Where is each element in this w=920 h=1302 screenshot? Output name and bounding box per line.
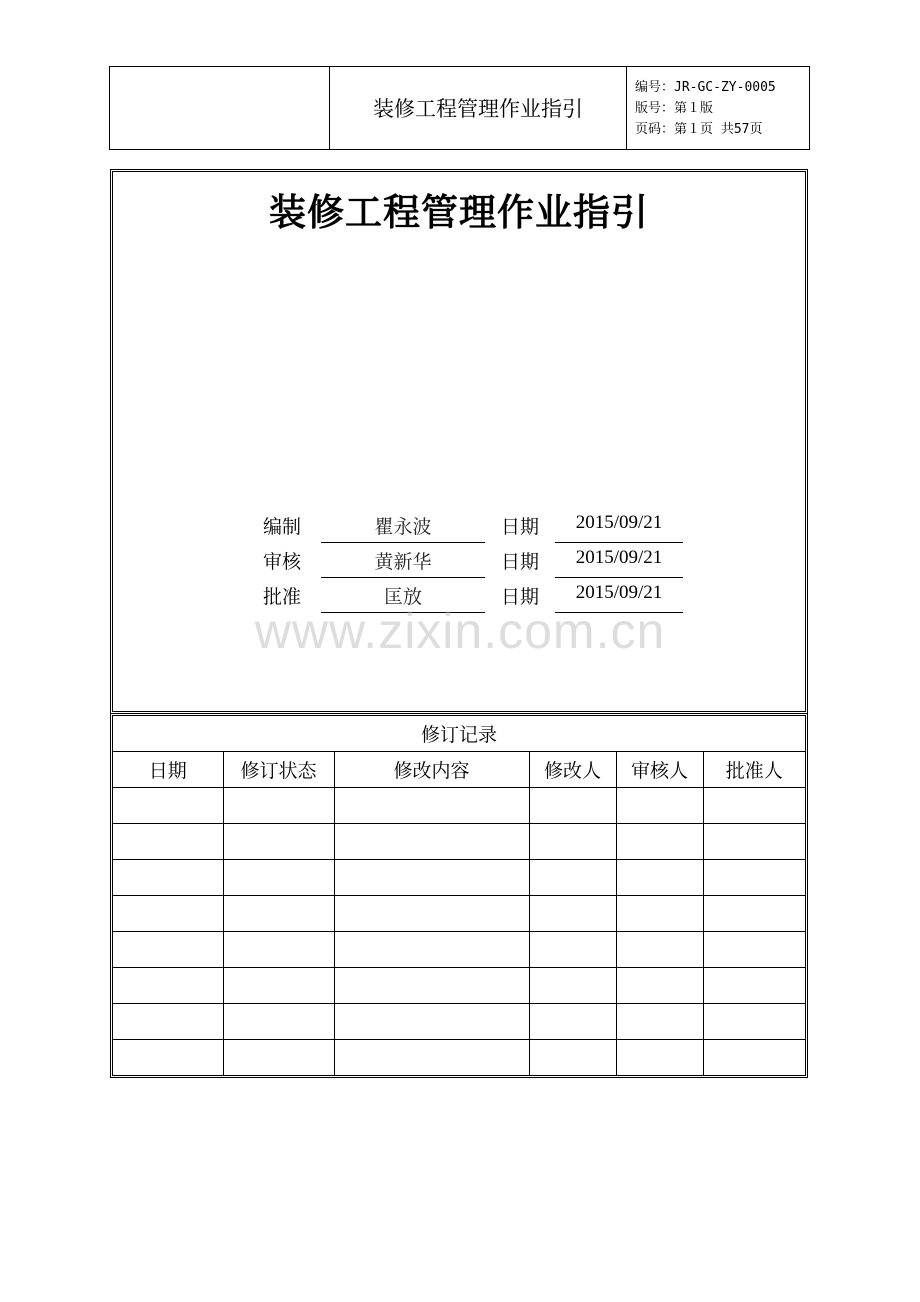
table-cell: [334, 824, 529, 860]
table-cell: [529, 896, 616, 932]
table-cell: [334, 860, 529, 896]
signature-date: 2015/09/21: [555, 512, 683, 543]
signature-row-author: [263, 508, 683, 544]
signature-date: 2015/09/21: [555, 582, 683, 613]
table-cell: [703, 824, 805, 860]
cover-title: 装修工程管理作业指引: [269, 191, 649, 234]
table-cell: [616, 968, 703, 1004]
table-cell: [616, 788, 703, 824]
table-cell: [334, 896, 529, 932]
table-row: [113, 968, 805, 1004]
table-cell: [703, 1004, 805, 1040]
table-cell: [703, 788, 805, 824]
signature-role: 批准: [263, 586, 302, 608]
signature-date-label: 日期: [501, 586, 540, 608]
table-cell: [113, 788, 223, 824]
table-cell: [703, 932, 805, 968]
document-version: 版号：第１版: [635, 101, 714, 116]
table-cell: [529, 1004, 616, 1040]
signature-name: 黄新华: [321, 547, 485, 578]
document-header: [109, 66, 810, 150]
table-cell: [113, 896, 223, 932]
watermark: www.zixin.com.cn: [254, 603, 666, 659]
table-cell: [616, 896, 703, 932]
table-row: [113, 824, 805, 860]
table-cell: [334, 1004, 529, 1040]
table-cell: [529, 860, 616, 896]
table-cell: [334, 788, 529, 824]
column-header-content: 修改内容: [334, 752, 529, 788]
table-cell: [529, 968, 616, 1004]
table-cell: [616, 932, 703, 968]
table-cell: [223, 788, 334, 824]
header-logo-cell: [110, 67, 330, 149]
header-meta: [627, 67, 809, 149]
table-cell: [113, 860, 223, 896]
table-cell: [616, 1040, 703, 1076]
table-cell: [113, 932, 223, 968]
table-cell: [223, 896, 334, 932]
header-title: 装修工程管理作业指引: [330, 67, 627, 149]
table-cell: [529, 1040, 616, 1076]
table-cell: [703, 1040, 805, 1076]
table-cell: [223, 1040, 334, 1076]
revision-title-row: [113, 716, 805, 752]
table-row: [113, 860, 805, 896]
table-cell: [113, 1004, 223, 1040]
page-number: 页码：第１页 共57页: [635, 122, 763, 137]
signature-role: 审核: [263, 551, 302, 573]
table-cell: [223, 860, 334, 896]
table-cell: [223, 824, 334, 860]
table-cell: [616, 824, 703, 860]
signature-name: 匡放: [321, 582, 485, 613]
table-cell: [223, 1004, 334, 1040]
table-cell: [703, 968, 805, 1004]
table-cell: [334, 1040, 529, 1076]
table-cell: [113, 1040, 223, 1076]
signature-date-label: 日期: [501, 516, 540, 538]
table-cell: [113, 824, 223, 860]
column-header-approver: 批准人: [703, 752, 805, 788]
signature-role: 编制: [263, 516, 302, 538]
document-code: 编号：JR-GC-ZY-0005: [635, 80, 776, 95]
table-cell: [334, 932, 529, 968]
column-header-modifier: 修改人: [529, 752, 616, 788]
column-header-status: 修订状态: [223, 752, 334, 788]
signature-row-reviewer: [263, 543, 683, 579]
table-cell: [334, 968, 529, 1004]
revision-header-row: [113, 752, 805, 788]
table-cell: [223, 932, 334, 968]
signature-name: 瞿永波: [321, 512, 485, 543]
table-cell: [529, 788, 616, 824]
revision-record: [110, 713, 808, 1078]
table-cell: [529, 824, 616, 860]
table-cell: [223, 968, 334, 1004]
table-cell: [703, 860, 805, 896]
table-cell: [616, 1004, 703, 1040]
table-cell: [616, 860, 703, 896]
table-cell: [529, 932, 616, 968]
table-row: [113, 1004, 805, 1040]
table-row: [113, 932, 805, 968]
table-row: [113, 1040, 805, 1076]
column-header-date: 日期: [113, 752, 223, 788]
column-header-reviewer: 审核人: [616, 752, 703, 788]
revision-title: 修订记录: [113, 716, 805, 752]
signature-date-label: 日期: [501, 551, 540, 573]
table-cell: [113, 968, 223, 1004]
table-cell: [703, 896, 805, 932]
table-row: [113, 896, 805, 932]
table-row: [113, 788, 805, 824]
revision-table: [113, 716, 805, 1075]
signature-date: 2015/09/21: [555, 547, 683, 578]
